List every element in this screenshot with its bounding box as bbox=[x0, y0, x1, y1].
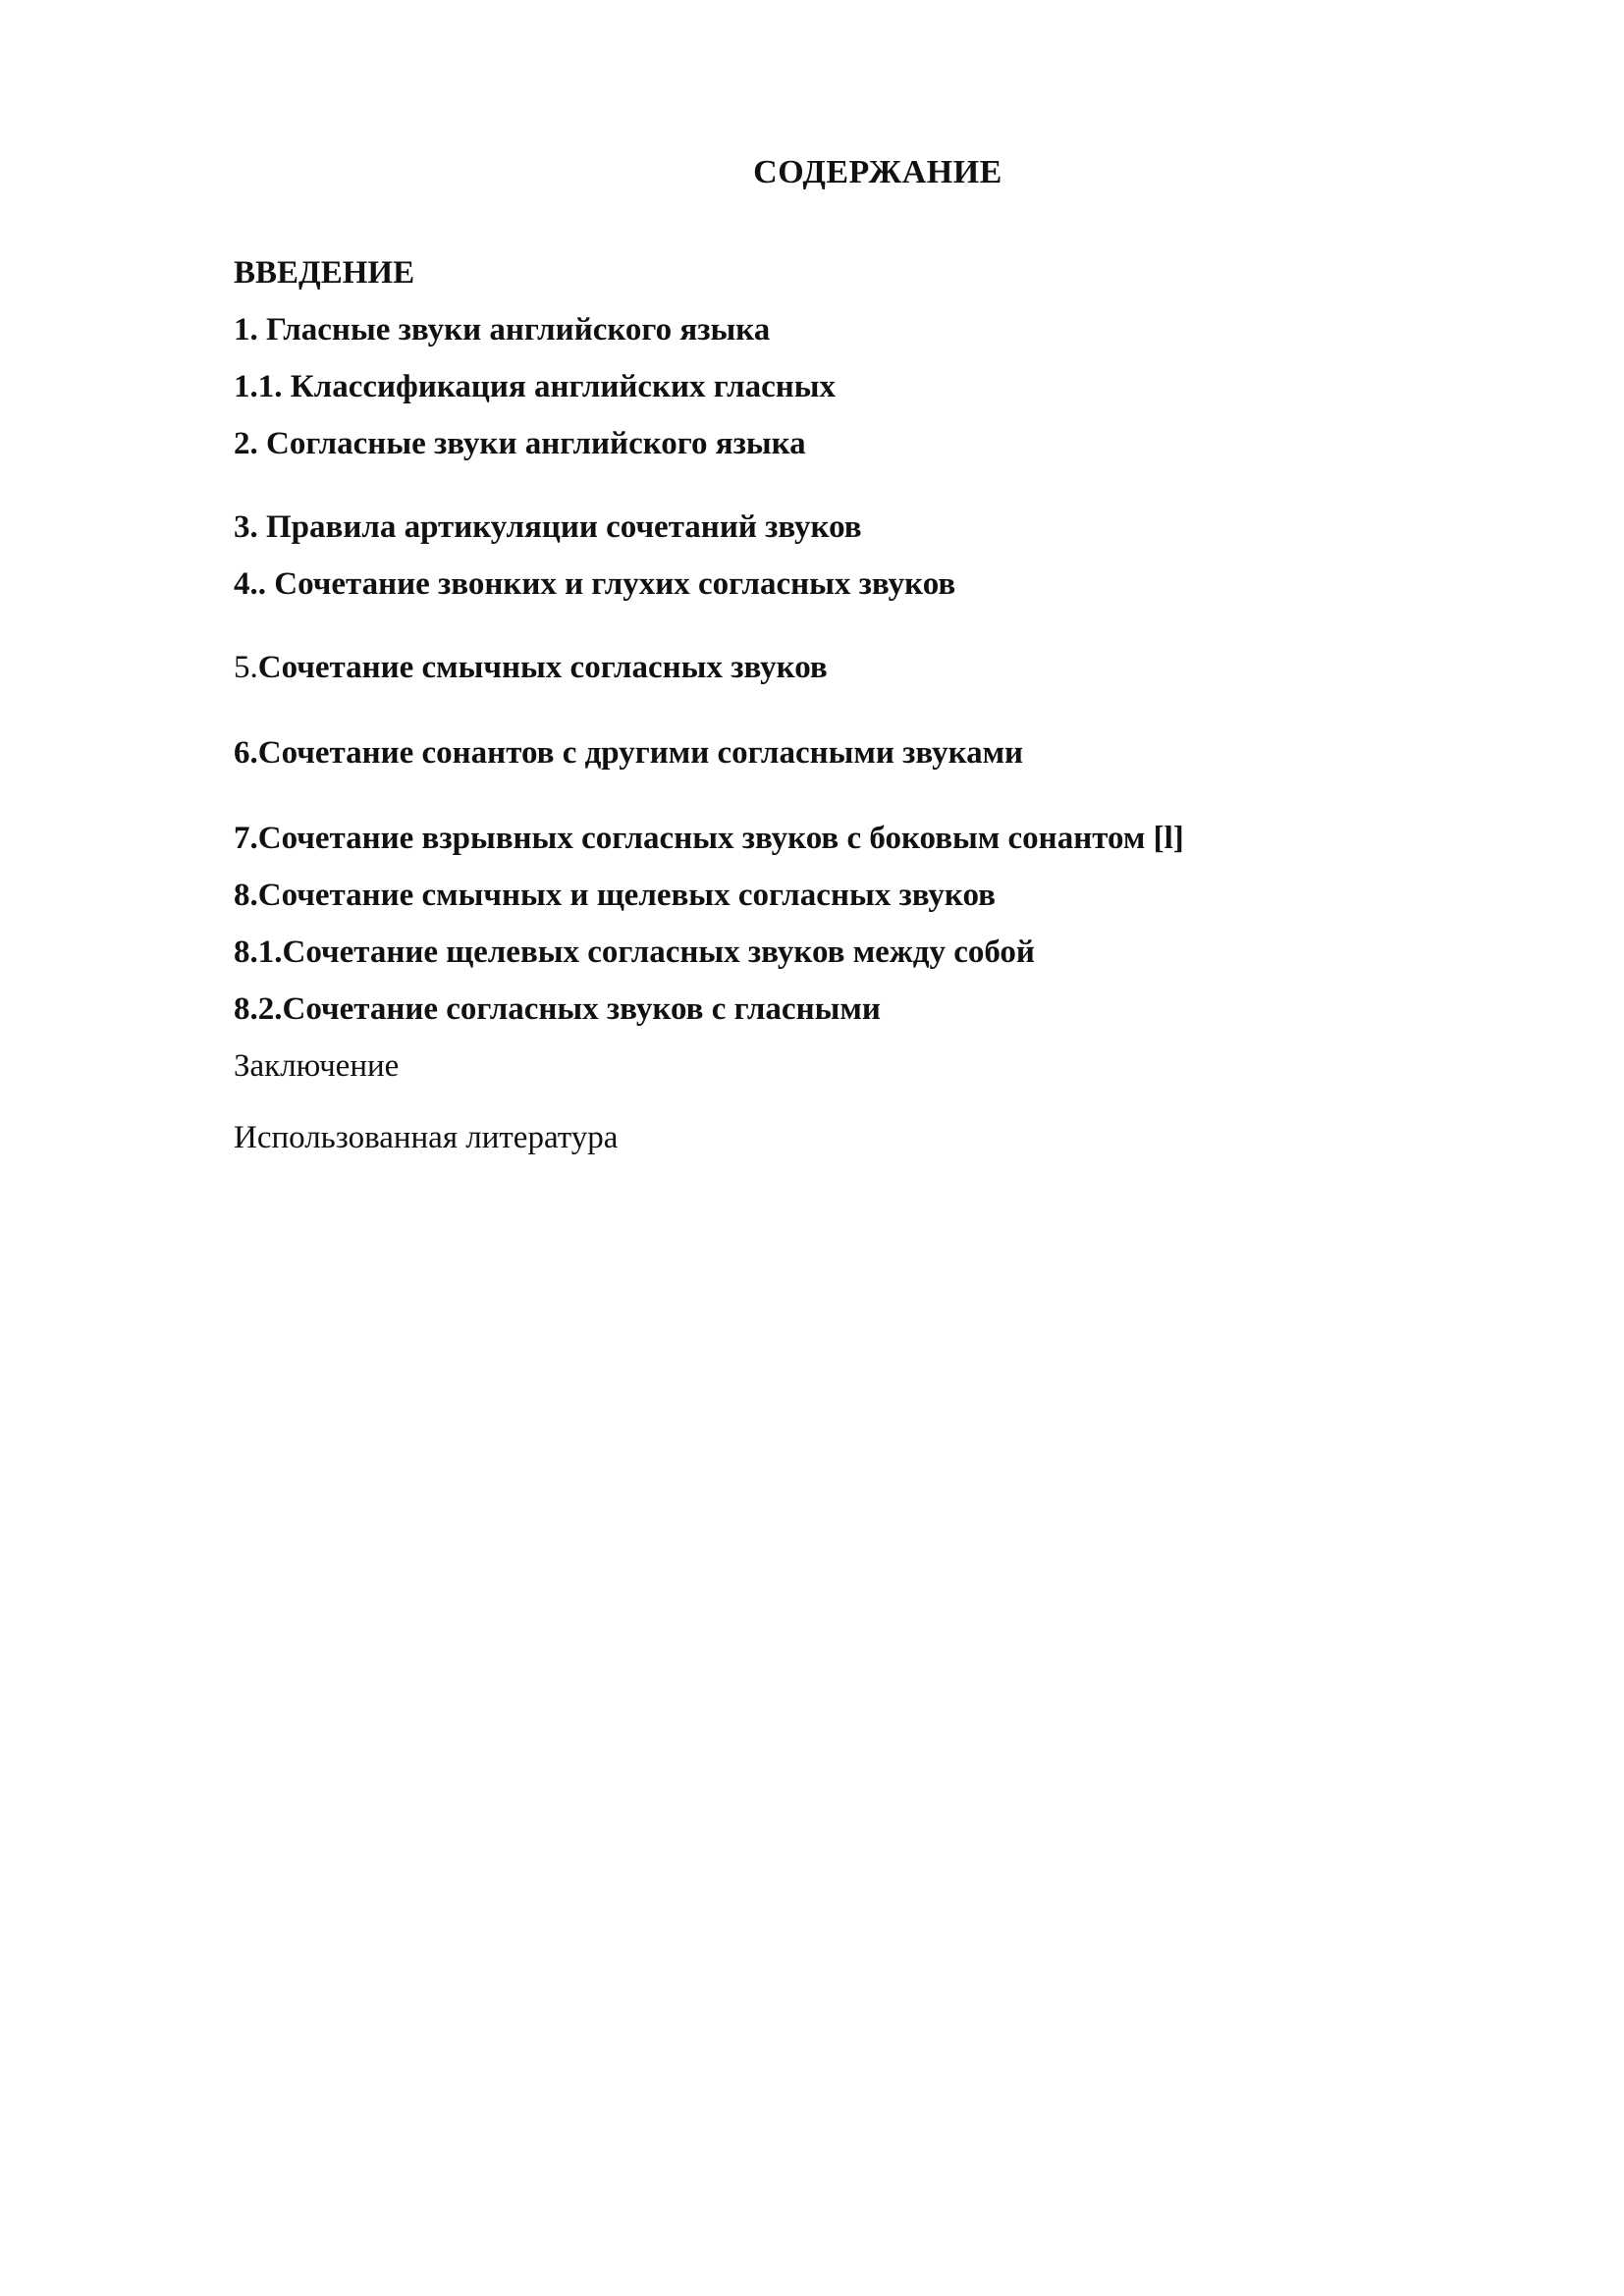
toc-item-text: 8.1.Сочетание щелевых согласных звуков между собой bbox=[234, 934, 1035, 970]
toc-item-text: ВВЕДЕНИЕ bbox=[234, 255, 415, 291]
page-title: СОДЕРЖАНИЕ bbox=[753, 154, 1002, 190]
toc-item-number: 5. bbox=[234, 650, 258, 685]
toc-item-1 bbox=[234, 310, 770, 349]
toc-item-references bbox=[234, 1118, 618, 1157]
toc-item-text: Использованная литература bbox=[234, 1120, 619, 1155]
toc-item-text: Сочетание смычных согласных звуков bbox=[257, 650, 828, 685]
toc-item-text: Заключение bbox=[234, 1048, 400, 1084]
toc-item-text: 1. Гласные звуки английского языка bbox=[234, 312, 771, 347]
toc-item-text: 8.Сочетание смычных и щелевых согласных звуков bbox=[234, 878, 996, 913]
toc-item-3 bbox=[234, 507, 862, 547]
toc-item-5 bbox=[234, 648, 828, 687]
toc-item-6 bbox=[234, 733, 1023, 773]
toc-item-7 bbox=[234, 819, 1184, 858]
toc-item-conclusion bbox=[234, 1046, 399, 1086]
toc-item-text: 8.2.Сочетание согласных звуков с гласными bbox=[234, 991, 881, 1027]
toc-item-introduction bbox=[234, 253, 414, 293]
toc-item-8-2 bbox=[234, 989, 881, 1029]
toc-item-text: 4.. Сочетание звонких и глухих согласных звуков bbox=[234, 566, 956, 602]
toc-item-8-1 bbox=[234, 933, 1035, 972]
toc-item-text: 6.Сочетание сонантов с другими согласными звуками bbox=[234, 735, 1024, 771]
toc-item-2 bbox=[234, 424, 806, 463]
toc-item-text: 7.Сочетание взрывных согласных звуков с боковым сонантом [l] bbox=[234, 821, 1184, 856]
toc-item-4 bbox=[234, 564, 955, 604]
toc-item-text: 2. Согласные звуки английского языка bbox=[234, 426, 806, 461]
toc-item-text: 1.1. Классификация английских гласных bbox=[234, 369, 837, 404]
toc-item-8 bbox=[234, 876, 996, 915]
toc-item-text: 3. Правила артикуляции сочетаний звуков bbox=[234, 509, 862, 545]
toc-item-1-1 bbox=[234, 367, 836, 406]
